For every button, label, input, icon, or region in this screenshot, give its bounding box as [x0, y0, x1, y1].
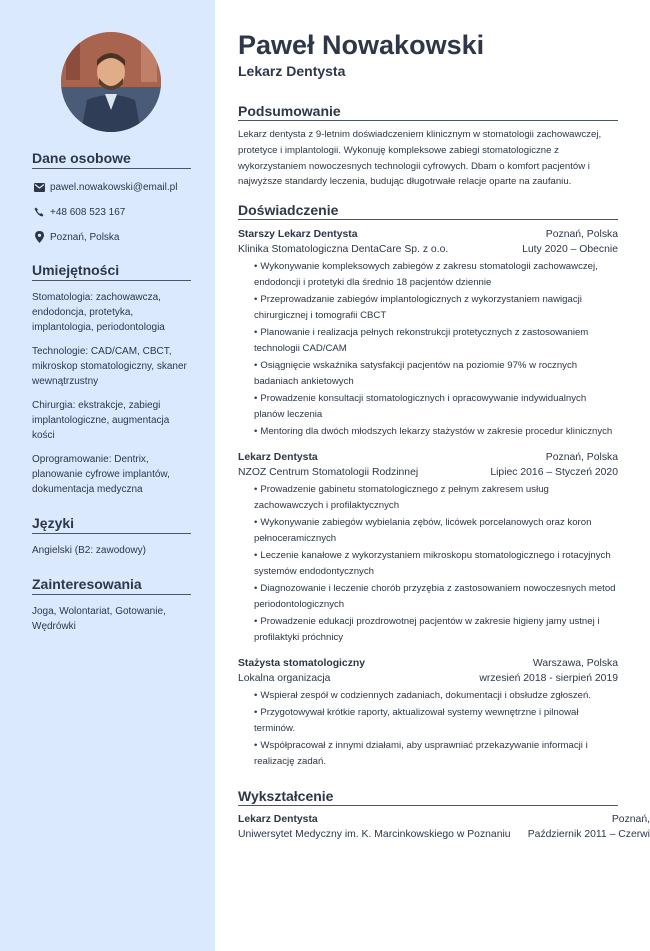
- job-location: Poznań, Polska: [545, 229, 618, 241]
- bullet-text: Prowadzenie edukacji prozdrowotnej pacjentów w zakresie higieny jamy ustnej i profilaktyki próchnicy: [254, 616, 600, 644]
- job-header: [238, 227, 618, 242]
- job-dates: Lipiec 2016 – Styczeń 2020: [490, 467, 618, 479]
- bullet-item: • Wspierał zespół w codziennych zadaniach, dokumentacji i obsłudze zgłoszeń.: [254, 690, 591, 702]
- job-subheader: [238, 671, 618, 686]
- language-item: Angielski (B2: zawodowy): [32, 545, 146, 556]
- skill-item: Oprogramowanie: Dentrix, planowanie cyfrowe implantów, dokumentacja medyczna: [32, 454, 170, 495]
- summary-heading: Podsumowanie: [238, 103, 618, 121]
- job-company: NZOZ Centrum Stomatologii Rodzinnej: [238, 467, 419, 479]
- education-school: Uniwersytet Medyczny im. K. Marcinkowskiego w Poznaniu: [238, 829, 511, 841]
- bullet-item: • Leczenie kanałowe z wykorzystaniem mikroskopu stomatologicznego i rotacyjnych systemów endodontycznych: [254, 550, 611, 578]
- job-title: Lekarz Dentysta: [238, 452, 318, 464]
- job-subheader: [238, 465, 618, 480]
- job-location: Warszawa, Polska: [532, 658, 618, 670]
- person-role: Lekarz Dentysta: [238, 63, 346, 79]
- bullet-item: • Prowadzenie konsultacji stomatologicznych i opracowywanie indywidualnych planów leczenia: [254, 393, 587, 421]
- education-heading: Wykształcenie: [238, 788, 618, 806]
- bullet-text: Wspierał zespół w codziennych zadaniach, dokumentacji i obsłudze zgłoszeń.: [260, 690, 591, 702]
- summary-text: Lekarz dentysta z 9-letnim doświadczeniem klinicznym w stomatologii zachowawczej, protetyce i implantologii. Wykonuję kompleksowe zabiegi stomatologiczne z wykorzystaniem nowoczesnych technologii cyfrowych. Dbam o komfort pacjentów i najwyższe standardy leczenia, budując długotrwałe relacje oparte na zaufaniu.: [238, 129, 602, 188]
- skills-heading: Umiejętności: [32, 262, 191, 281]
- experience-heading: Doświadczenie: [238, 202, 618, 220]
- phone-row: [32, 205, 191, 219]
- job-location: Poznań, Polska: [545, 452, 618, 464]
- job-bullets: [238, 482, 618, 646]
- phone-text[interactable]: +48 608 523 167: [50, 206, 126, 218]
- summary-section: [238, 103, 618, 190]
- job-entry: [238, 450, 618, 646]
- interests-heading: Zainteresowania: [32, 576, 191, 595]
- skill-item: Chirurgia: ekstrakcje, zabiegi implantologiczne, augmentacja kości: [32, 400, 170, 441]
- location-row: [32, 230, 191, 244]
- bullet-item: • Osiągnięcie wskaźnika satysfakcji pacjentów na poziomie 97% w rocznych badaniach ankietowych: [254, 360, 578, 388]
- personal-section: [32, 150, 191, 244]
- bullet-text: Prowadzenie konsultacji stomatologicznych i opracowywanie indywidualnych planów leczenia: [254, 393, 587, 421]
- job-bullets: [238, 688, 618, 770]
- bullet-item: • Przygotowywał krótkie raporty, aktualizował systemy wewnętrzne i pilnował terminów.: [254, 707, 579, 735]
- job-dates: Luty 2020 – Obecnie: [522, 244, 618, 256]
- job-title: Starszy Lekarz Dentysta: [238, 229, 358, 241]
- bullet-text: Planowanie i realizacja pełnych rekonstrukcji protetycznych z zastosowaniem technologii CAD/CAM: [254, 327, 589, 355]
- bullet-text: Prowadzenie gabinetu stomatologicznego z pełnym zakresem usług zachowawczych i profilaktycznych: [254, 484, 549, 512]
- main-content: [238, 28, 650, 842]
- bullet-item: • Wykonywanie kompleksowych zabiegów z zakresu stomatologii zachowawczej, endodoncji i protetyki dla średnio 18 pacjentów dziennie: [254, 261, 598, 289]
- email-row: [32, 180, 191, 194]
- languages-section: [32, 515, 191, 558]
- education-subheader: [238, 827, 650, 842]
- education-title: Lekarz Dentysta: [238, 814, 318, 826]
- job-entry: [238, 227, 618, 440]
- job-bullets: [238, 259, 618, 440]
- sidebar: [0, 0, 215, 951]
- skill-item: Stomatologia: zachowawcza, endodoncja, protetyka, implantologia, periodontologia: [32, 292, 165, 333]
- job-company: Lokalna organizacja: [238, 673, 331, 685]
- email-text[interactable]: pawel.nowakowski@email.pl: [50, 181, 178, 193]
- phone-icon: [32, 205, 46, 219]
- job-header: [238, 450, 618, 465]
- bullet-text: Leczenie kanałowe z wykorzystaniem mikroskopu stomatologicznego i rotacyjnych systemów endodontycznych: [254, 550, 611, 578]
- interests-section: [32, 576, 191, 634]
- job-entry: [238, 656, 618, 770]
- education-section: [238, 788, 650, 842]
- job-company: Klinika Stomatologiczna DentaCare Sp. z o.o.: [238, 244, 449, 256]
- person-name: Paweł Nowakowski: [238, 30, 485, 60]
- experience-section: [238, 202, 618, 770]
- bullet-text: Mentoring dla dwóch młodszych lekarzy stażystów w zakresie procedur klinicznych: [260, 426, 613, 438]
- bullet-text: Współpracował z innymi działami, aby usprawniać przekazywanie informacji i realizację zadań.: [254, 740, 588, 768]
- skill-item: Technologie: CAD/CAM, CBCT, mikroskop stomatologiczny, skaner wewnątrzustny: [32, 346, 187, 387]
- location-text: Poznań, Polska: [50, 231, 120, 243]
- mail-icon: [32, 180, 46, 194]
- education-entry: [238, 812, 650, 842]
- education-dates: Październik 2011 – Czerwi: [527, 829, 650, 841]
- education-header: [238, 812, 650, 827]
- bullet-item: • Mentoring dla dwóch młodszych lekarzy stażystów w zakresie procedur klinicznych: [254, 426, 613, 438]
- bullet-item: • Prowadzenie edukacji prozdrowotnej pacjentów w zakresie higieny jamy ustnej i profilaktyki próchnicy: [254, 616, 600, 644]
- bullet-item: • Przeprowadzanie zabiegów implantologicznych z wykorzystaniem nawigacji chirurgicznej i tomografii CBCT: [254, 294, 582, 322]
- bullet-text: Przygotowywał krótkie raporty, aktualizował systemy wewnętrzne i pilnował terminów.: [254, 707, 579, 735]
- bullet-text: Przeprowadzanie zabiegów implantologicznych z wykorzystaniem nawigacji chirurgicznej i tomografii CBCT: [254, 294, 582, 322]
- job-dates: wrzesień 2018 - sierpień 2019: [479, 673, 618, 685]
- avatar: [61, 32, 161, 132]
- bullet-text: Osiągnięcie wskaźnika satysfakcji pacjentów na poziomie 97% w rocznych badaniach ankietowych: [254, 360, 578, 388]
- bullet-text: Wykonywanie zabiegów wybielania zębów, licówek porcelanowych oraz koron pełnoceramicznych: [254, 517, 592, 545]
- bullet-text: Wykonywanie kompleksowych zabiegów z zakresu stomatologii zachowawczej, endodoncji i protetyki dla średnio 18 pacjentów dziennie: [254, 261, 598, 289]
- bullet-item: • Współpracował z innymi działami, aby usprawniać przekazywanie informacji i realizację zadań.: [254, 740, 588, 768]
- skills-section: [32, 262, 191, 497]
- interests-text: Joga, Wolontariat, Gotowanie, Wędrówki: [32, 606, 166, 632]
- bullet-text: Diagnozowanie i leczenie chorób przyzębia z zastosowaniem nowoczesnych metod periodontologicznych: [254, 583, 616, 611]
- bullet-item: • Diagnozowanie i leczenie chorób przyzębia z zastosowaniem nowoczesnych metod periodontologicznych: [254, 583, 616, 611]
- portrait-image: [61, 32, 161, 132]
- job-header: [238, 656, 618, 671]
- bullet-item: • Prowadzenie gabinetu stomatologicznego z pełnym zakresem usług zachowawczych i profilaktycznych: [254, 484, 549, 512]
- location-pin-icon: [32, 230, 46, 244]
- education-location: Poznań,: [611, 814, 650, 826]
- job-title: Stażysta stomatologiczny: [238, 658, 366, 670]
- bullet-item: • Wykonywanie zabiegów wybielania zębów, licówek porcelanowych oraz koron pełnoceramicznych: [254, 517, 592, 545]
- languages-heading: Języki: [32, 515, 191, 534]
- bullet-item: • Planowanie i realizacja pełnych rekonstrukcji protetycznych z zastosowaniem technologii CAD/CAM: [254, 327, 589, 355]
- personal-heading: Dane osobowe: [32, 150, 191, 169]
- job-subheader: [238, 242, 618, 257]
